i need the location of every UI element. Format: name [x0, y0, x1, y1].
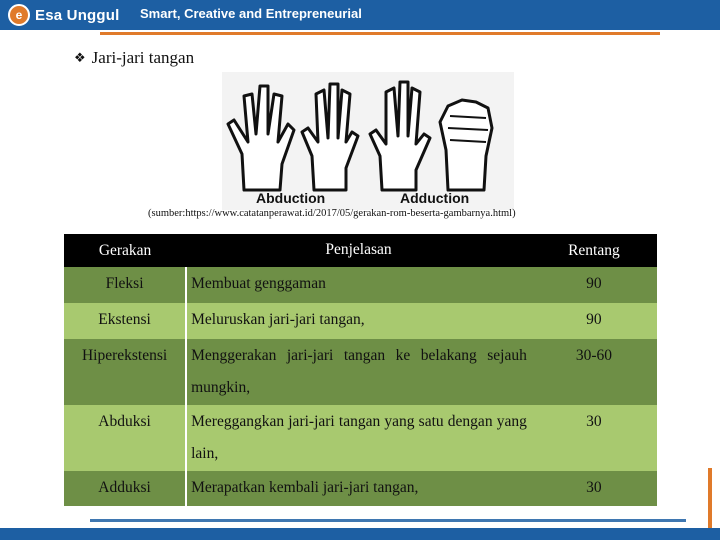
table-row	[64, 303, 657, 339]
footer-accent	[708, 468, 712, 528]
table-row	[64, 405, 657, 471]
table-row	[64, 267, 657, 303]
figure-caption: (sumber:https://www.catatanperawat.id/2017/05/gerakan-rom-beserta-gambarnya.html)	[148, 208, 516, 219]
table-header-row	[64, 234, 657, 267]
cell-gerakan: Fleksi	[64, 267, 186, 303]
cell-penjelasan: Mereggangkan jari-jari tangan yang satu dengan yang lain,	[186, 405, 531, 471]
logo-icon: e	[8, 4, 30, 26]
bullet-text: Jari-jari tangan	[91, 48, 195, 67]
cell-gerakan: Adduksi	[64, 471, 186, 506]
cell-penjelasan: Membuat genggaman	[186, 267, 531, 303]
cell-gerakan: Hiperekstensi	[64, 339, 186, 405]
header-gerakan: Gerakan	[64, 234, 186, 267]
table-row	[64, 471, 657, 506]
cell-gerakan: Ekstensi	[64, 303, 186, 339]
logo	[8, 2, 138, 28]
logo-text: Esa Unggul	[35, 6, 120, 24]
cell-rentang: 90	[531, 267, 657, 303]
header-divider	[100, 32, 660, 35]
footer-bar	[0, 528, 720, 540]
cell-gerakan: Abduksi	[64, 405, 186, 471]
cell-penjelasan: Meluruskan jari-jari tangan,	[186, 303, 531, 339]
table-row	[64, 339, 657, 405]
diamond-bullet-icon: ❖	[74, 50, 86, 65]
cell-penjelasan: Menggerakan jari-jari tangan ke belakang sejauh mungkin,	[186, 339, 531, 405]
header-penjelasan: Penjelasan	[186, 234, 531, 267]
hand-figure	[222, 72, 514, 210]
cell-rentang: 90	[531, 303, 657, 339]
header-rentang: Rentang	[531, 234, 657, 267]
cell-rentang: 30	[531, 405, 657, 471]
rom-table	[64, 234, 658, 506]
tagline: Smart, Creative and Entrepreneurial	[140, 6, 362, 21]
figure-label-abduction: Abduction	[256, 190, 326, 206]
cell-penjelasan: Merapatkan kembali jari-jari tangan,	[186, 471, 531, 506]
cell-rentang: 30-60	[531, 339, 657, 405]
figure-label-adduction: Adduction	[400, 190, 470, 206]
bullet-item	[74, 48, 194, 68]
footer-divider	[90, 519, 686, 522]
cell-rentang: 30	[531, 471, 657, 506]
